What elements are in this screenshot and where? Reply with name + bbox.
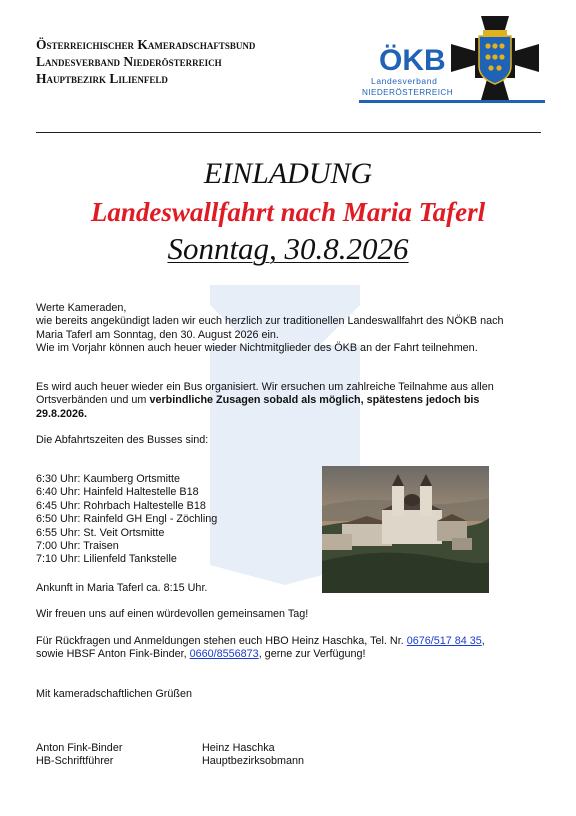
schedule-item: 6:50 Uhr: Rainfeld GH Engl - Zöchling [36,513,218,526]
contact-line-2-end: , gerne zur Verfügung! [258,648,366,661]
contact-line-1-text: Für Rückfragen und Anmeldungen stehen euch HBO Heinz Haschka, Tel. Nr. [36,635,407,647]
logo-underline [359,100,545,103]
arrival-info: Ankunft in Maria Taferl ca. 8:15 Uhr. [36,582,208,594]
schedule-item: 6:45 Uhr: Rohrbach Haltestelle B18 [36,499,206,512]
bus-line-3 [36,408,494,421]
schedule-item: 6:55 Uhr: St. Veit Ortsmitte [36,526,165,539]
org-district: Hauptbezirk Lilienfeld [36,71,168,86]
schedule-item: 7:00 Uhr: Traisen [36,540,119,553]
oekb-logo [359,14,545,106]
intro-line-2: Maria Taferl am Sonntag, den 30. August 2026 ein. [36,328,279,341]
event-date [0,230,576,268]
contact-line-2 [36,648,485,661]
intro-line-1: wie bereits angekündigt laden wir euch herzlich zur traditionellen Landeswallfahrt des NÖKB nach [36,315,504,328]
contact-paragraph [36,635,485,662]
bus-paragraph [36,381,494,421]
basilica-photo [322,466,489,593]
basilica-photo-graphic [322,466,489,593]
event-title: Landeswallfahrt nach Maria Taferl [90,197,486,227]
deadline-date: 29.8.2026. [36,407,88,420]
organization-header [36,36,255,87]
logo-subtitle-1: Landesverband [371,76,438,86]
signature-role: Hauptbezirksobmann [202,755,305,768]
bus-line-2 [36,394,494,407]
phone-link-haschka[interactable]: 0676/517 84 35 [406,635,482,647]
invitation-title: EINLADUNG [203,157,373,190]
header-divider [36,132,541,133]
intro-line-3: Wie im Vorjahr können auch heuer wieder Nichtmitglieder des ÖKB an der Fahrt teilnehmen. [36,342,478,355]
contact-line-2-text: sowie HBSF Anton Fink-Binder, [36,648,190,661]
logo-abbreviation: ÖKB [379,44,446,77]
schedule-item: 6:40 Uhr: Hainfeld Haltestelle B18 [36,486,199,499]
departures-heading: Die Abfahrtszeiten des Busses sind: [36,434,209,446]
departure-schedule [36,473,217,567]
signature-role: HB-Schriftführer [36,755,114,768]
schedule-item: 6:30 Uhr: Kaumberg Ortsmitte [36,473,181,485]
org-name: Österreichischer Kameradschaftsbund [36,37,256,52]
signature-right [202,742,304,769]
coat-of-arms-icon [479,30,511,84]
closing-wish: Wir freuen uns auf einen würdevollen gemeinsamen Tag! [36,608,309,620]
signature-name: Heinz Haschka [202,742,275,754]
oekb-logo-graphic [359,14,545,106]
schedule-item: 7:10 Uhr: Lilienfeld Tankstelle [36,553,177,566]
greeting: Werte Kameraden, [36,302,127,314]
bus-line-2-plain: Ortsverbänden und um [36,394,150,407]
farewell: Mit kameradschaftlichen Grüßen [36,688,193,700]
signature-name: Anton Fink-Binder [36,742,123,754]
contact-line-1-end: , [481,635,485,647]
org-state-association: Landesverband Niederösterreich [36,54,222,69]
signature-left [36,742,122,769]
intro-paragraph [36,302,504,356]
contact-line-1 [36,635,485,648]
bus-line-2-bold: verbindliche Zusagen sobald als möglich, spätestens jedoch bis [149,394,480,407]
logo-subtitle-2: NIEDERÖSTERREICH [362,88,454,97]
event-date-text: Sonntag, 30.8.2026 [167,231,409,266]
bus-line-1: Es wird auch heuer wieder ein Bus organisiert. Wir ersuchen um zahlreiche Teilnahme aus allen [36,381,494,393]
phone-link-fink-binder[interactable]: 0660/8556873 [189,648,259,661]
